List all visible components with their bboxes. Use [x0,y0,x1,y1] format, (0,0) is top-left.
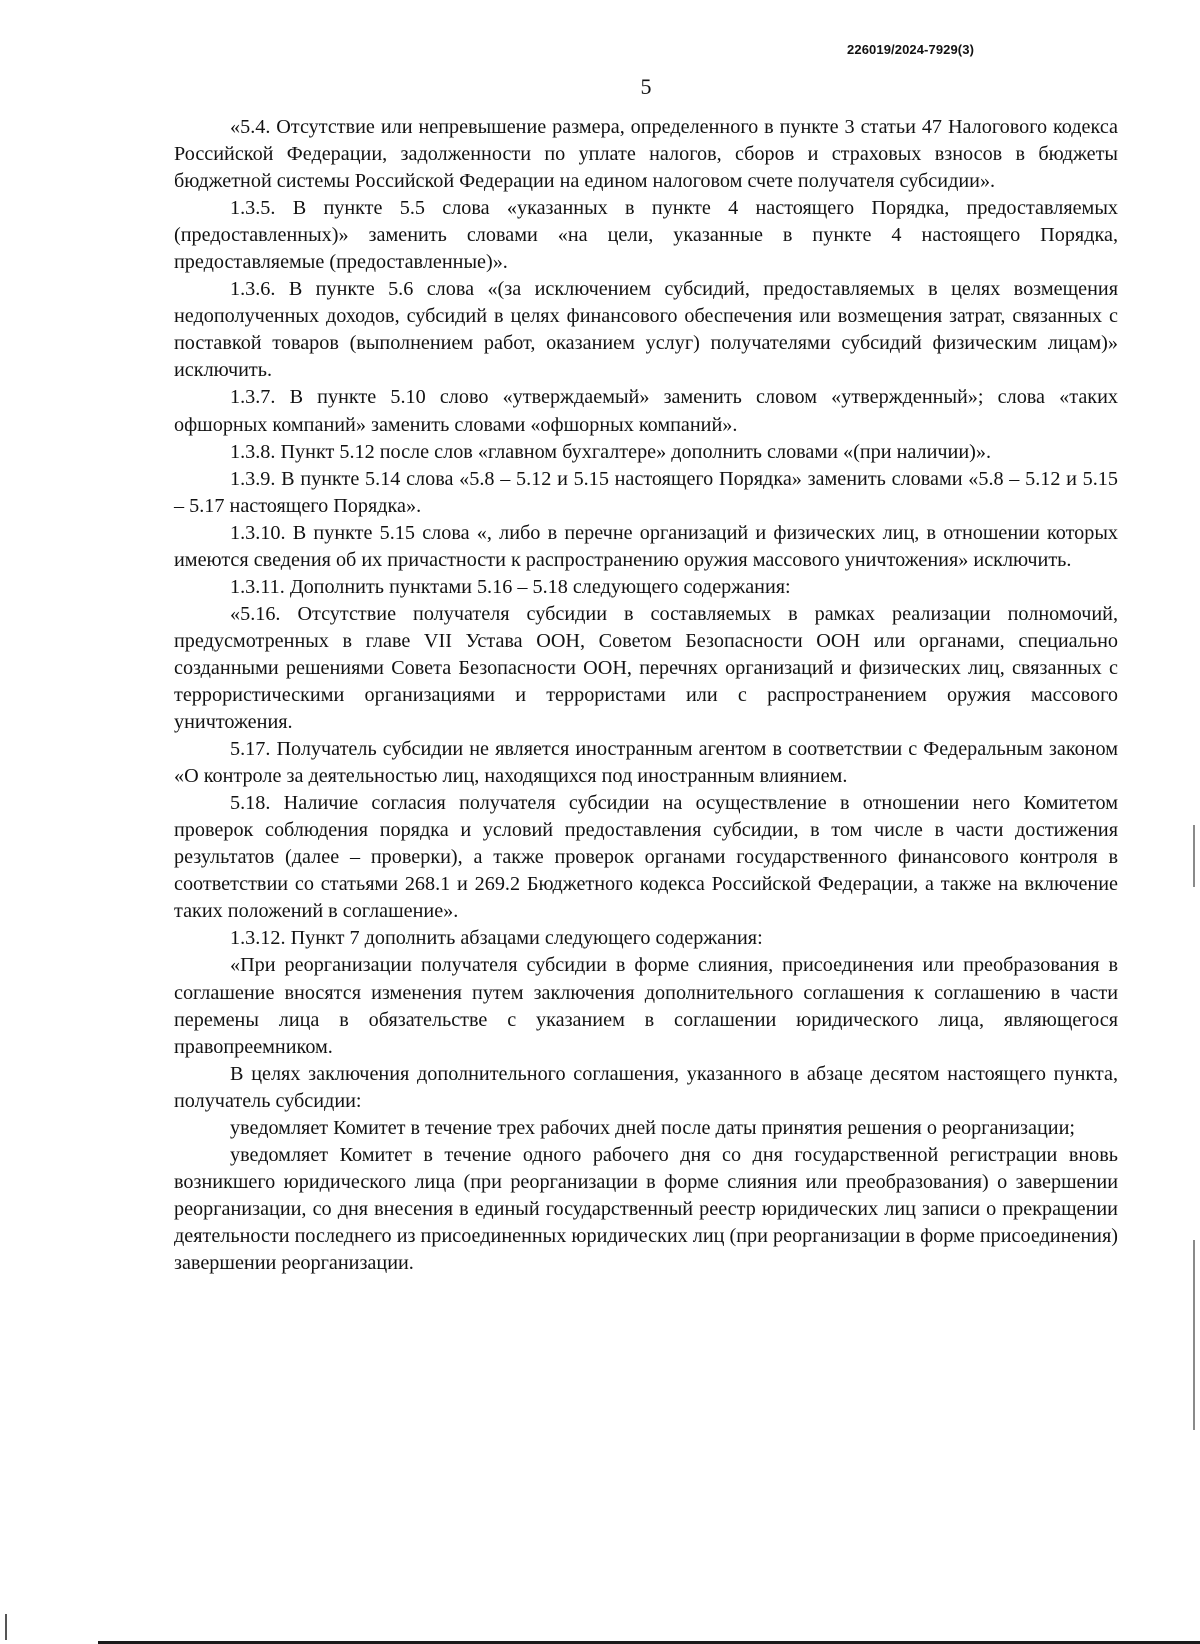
scan-edge-mark [1193,1240,1195,1430]
page-number: 5 [640,74,652,99]
paragraph-5-4: «5.4. Отсутствие или непревышение размера, определенного в пункте 3 статьи 47 Налогового кодекса Российской Федерации, задолженности по уплате налогов, сборов и страховых взносов в бюджеты бюджетной системы Российской Федерации на едином налоговом счете получателя субсидии». [174,116,1118,193]
document-registration-number: 226019/2024-7929(3) [847,42,974,57]
paragraph-1-3-7: 1.3.7. В пункте 5.10 слово «утверждаемый» заменить словом «утвержденный»; слова «таких офшорных компаний» заменить словами «офшорных компаний». [174,386,1118,436]
paragraph-notify-one-day: уведомляет Комитет в течение одного рабочего дня со дня государственной регистрации вновь возникшего юридического лица (при реорганизации в форме слияния или преобразования) о завершении реорганизации, со дня внесения в единый государственный реестр юридических лиц записи о прекращении деятельности последнего из присоединенных юридических лиц (при реорганизации в форме присоединения) завершении реорганизации. [174,1143,1118,1274]
paragraph-5-18: 5.18. Наличие согласия получателя субсидии на осуществление в отношении него Комитетом проверок соблюдения порядка и условий предоставления субсидии, в том числе в части достижения результатов (далее – проверки), а также проверок органами государственного финансового контроля в соответствии со статьями 268.1 и 269.2 Бюджетного кодекса Российской Федерации, а также на включение таких положений в соглашение». [174,792,1118,923]
paragraph-reorganization: «При реорганизации получателя субсидии в форме слияния, присоединения или преобразования в соглашение вносятся изменения путем заключения дополнительного соглашения к соглашению в части перемены лица в обязательстве с указанием в соглашении юридического лица, являющегося правопреемником. [174,954,1118,1058]
paragraph-1-3-10: 1.3.10. В пункте 5.15 слова «, либо в перечне организаций и физических лиц, в отношении которых имеются сведения об их причастности к распространению оружия массового уничтожения» исключить. [174,521,1118,571]
paragraph-1-3-8: 1.3.8. Пункт 5.12 после слов «главном бухгалтере» дополнить словами «(при наличии)». [230,440,992,463]
paragraph-5-17: 5.17. Получатель субсидии не является иностранным агентом в соответствии с Федеральным законом «О контроле за деятельностью лиц, находящихся под иностранным влиянием. [174,738,1118,788]
paragraph-additional-agreement: В целях заключения дополнительного соглашения, указанного в абзаце десятом настоящего пункта, получатель субсидии: [174,1062,1118,1112]
document-body [174,114,1118,1277]
scan-edge-mark [5,1614,7,1640]
paragraph-1-3-6: 1.3.6. В пункте 5.6 слова «(за исключением субсидий, предоставляемых в целях возмещения недополученных доходов, субсидий в целях финансового обеспечения или возмещения затрат, связанных с поставкой товаров (выполнением работ, оказанием услуг) получателями субсидий физическим лицам)» исключить. [174,278,1118,382]
paragraph-1-3-11: 1.3.11. Дополнить пунктами 5.16 – 5.18 следующего содержания: [230,575,791,598]
paragraph-1-3-5: 1.3.5. В пункте 5.5 слова «указанных в пункте 4 настоящего Порядка, предоставляемых (предоставленных)» заменить словами «на цели, указанные в пункте 4 настоящего Порядка, предоставляемые (предоставленные)». [174,197,1118,274]
paragraph-5-16: «5.16. Отсутствие получателя субсидии в составляемых в рамках реализации полномочий, предусмотренных в главе VII Устава ООН, Советом Безопасности ООН или органами, специально созданными решениями Совета Безопасности ООН, перечнях организаций и физических лиц, связанных с террористическими организациями и террористами или с распространением оружия массового уничтожения. [174,602,1118,734]
paragraph-notify-three-days: уведомляет Комитет в течение трех рабочих дней после даты принятия решения о реорганизации; [230,1116,1076,1139]
paragraph-1-3-12: 1.3.12. Пункт 7 дополнить абзацами следующего содержания: [230,927,763,950]
paragraph-1-3-9: 1.3.9. В пункте 5.14 слова «5.8 – 5.12 и 5.15 настоящего Порядка» заменить словами «5.8 – 5.12 и 5.15 – 5.17 настоящего Порядка». [174,467,1118,517]
scan-edge-mark [1193,825,1195,887]
